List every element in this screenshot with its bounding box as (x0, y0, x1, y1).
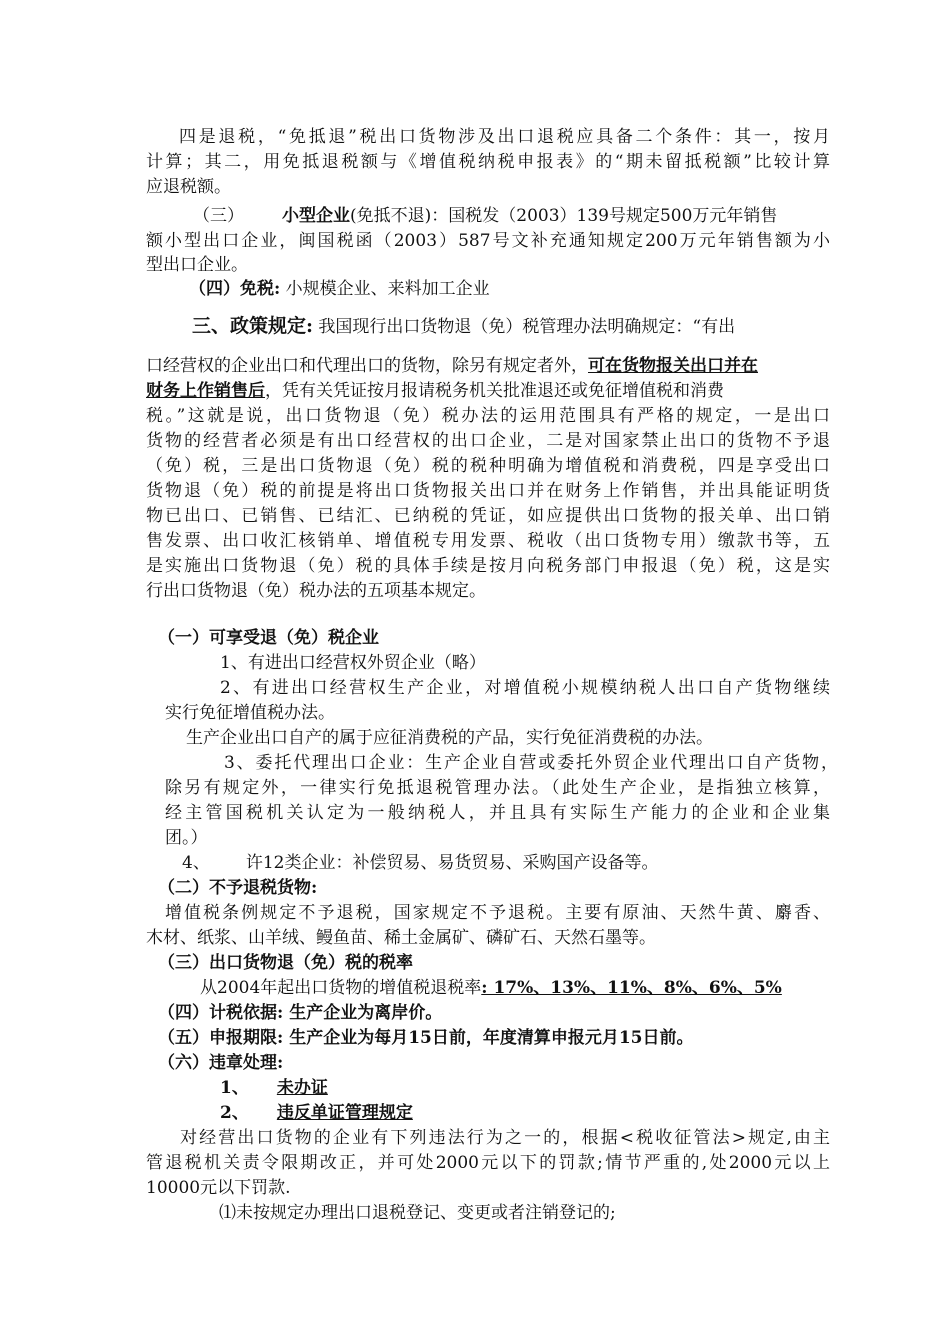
para-line: 是实施出口货物退（免）税的具体手续是按月向税务部门申报退（免）税，这是实 (146, 556, 830, 576)
para-line: 售发票、出口收汇核销单、增值税专用发票、税收（出口货物专用）缴款书等，五 (146, 531, 830, 551)
subsection-heading: （二）不予退税货物: (158, 878, 318, 898)
para-line (189, 277, 490, 301)
list-item-continued: 生产企业出口自产的属于应征消费税的产品，实行免征消费税的办法。 (186, 728, 713, 748)
section-heading-line (192, 314, 735, 339)
para-line: （免）税，三是出口货物退（免）税的税种明确为增值税和消费税，四是享受出口 (146, 456, 830, 476)
list-item-continued: 团。） (165, 828, 208, 848)
subsection-heading: （三）出口货物退（免）税的税率 (158, 953, 413, 973)
list-item: 3、委托代理出口企业：生产企业自营或委托外贸企业代理出口自产货物， (224, 753, 838, 773)
para-line: 增值税条例规定不予退税，国家规定不予退税。主要有原油、天然牛黄、麝香、 (165, 903, 830, 923)
section-heading: 三、政策规定: (192, 315, 314, 337)
section-text: 我国现行出口货物退（免）税管理办法明确规定：“有出 (313, 317, 736, 337)
subsection-heading: （四）计税依据: 生产企业为离岸价。 (158, 1003, 443, 1023)
para-line: 货物的经营者必须是有出口经营权的出口企业，二是对国家禁止出口的货物不予退 (146, 431, 830, 451)
para-line: 木材、纸浆、山羊绒、鳗鱼苗、稀土金属矿、磷矿石、天然石墨等。 (146, 928, 656, 948)
list-item: 2、有进出口经营权生产企业，对增值税小规模纳税人出口自产货物继续 (220, 678, 830, 698)
list-item: 1、有进出口经营权外贸企业（略） (220, 653, 486, 673)
para-line: 税。”这就是说，出口货物退（免）税办法的运用范围具有严格的规定，一是出口 (146, 406, 830, 426)
item-heading: 小型企业 (282, 206, 350, 226)
text-run: 从2004年起出口货物的增值税退税率 (200, 978, 482, 998)
list-item (220, 1101, 413, 1125)
item-number: 4、 (182, 853, 210, 873)
para-line: 物已出口、已销售、已结汇、已纳税的凭证，如应提供出口货物的报关单、出口销 (146, 506, 830, 526)
list-item (182, 851, 658, 875)
emphasis-text: 可在货物报关出口并在 (588, 356, 758, 376)
para-line: 应退税额。 (146, 177, 231, 197)
list-item-continued: 经主管国税机关认定为一般纳税人，并且具有实际生产能力的企业和企业集 (165, 803, 830, 823)
para-line: ⑴未按规定办理出口退税登记、变更或者注销登记的; (219, 1203, 616, 1223)
subsection-heading: （六）违章处理: (158, 1053, 284, 1073)
para-line (200, 976, 782, 1000)
list-item-continued: 除另有规定外，一律实行免抵退税管理办法。（此处生产企业，是指独立核算， (165, 778, 830, 798)
para-line: 管退税机关责令限期改正，并可处2000元以下的罚款;情节严重的,处2000元以上 (146, 1153, 830, 1173)
text-run: ，凭有关凭证按月报请税务机关批准退还或免征增值税和消费 (265, 381, 724, 401)
item-number: 2、 (220, 1103, 249, 1123)
rates-text: : 17%、13%、11%、8%、6%、5% (481, 978, 782, 998)
list-item-continued: 实行免征增值税办法。 (165, 703, 335, 723)
emphasis-text: 财务上作销售后 (146, 381, 265, 401)
para-line (146, 379, 724, 403)
para-line (193, 204, 777, 228)
para-line: 型出口企业。 (146, 255, 248, 275)
para-line: 对经营出口货物的企业有下列违法行为之一的，根据<税收征管法>规定,由主 (180, 1128, 830, 1148)
para-line (146, 354, 758, 378)
item-text: 未办证 (276, 1078, 328, 1098)
para-line: 货物退（免）税的前提是将出口货物报关出口并在财务上作销售，并出具能证明货 (146, 481, 830, 501)
subsection-heading: （五）申报期限: 生产企业为每月15日前，年度清算申报元月15日前。 (158, 1028, 694, 1048)
item-heading: （四）免税: (189, 279, 281, 299)
para-line: 行出口货物退（免）税办法的五项基本规定。 (146, 581, 486, 601)
para-line: 四是退税，“免抵退”税出口货物涉及出口退税应具备二个条件：其一，按月 (179, 127, 830, 147)
para-line: 10000元以下罚款. (146, 1178, 291, 1198)
para-line: 额小型出口企业，闽国税函（2003）587号文补充通知规定200万元年销售额为小 (146, 231, 830, 251)
item-number: 1、 (220, 1078, 249, 1098)
item-text: 许12类企业：补偿贸易、易货贸易、采购国产设备等。 (245, 853, 659, 873)
item-number: （三） (193, 206, 244, 226)
item-text: 小规模企业、来料加工企业 (280, 279, 490, 299)
list-item (220, 1076, 328, 1100)
text-run: 口经营权的企业出口和代理出口的货物，除另有规定者外， (146, 356, 588, 376)
para-line: 计算；其二，用免抵退税额与《增值税纳税申报表》的“期未留抵税额”比较计算 (146, 152, 830, 172)
item-text: (免抵不退)：国税发（2003）139号规定500万元年销售 (350, 206, 778, 226)
item-text: 违反单证管理规定 (276, 1103, 413, 1123)
subsection-heading: （一）可享受退（免）税企业 (158, 628, 379, 648)
